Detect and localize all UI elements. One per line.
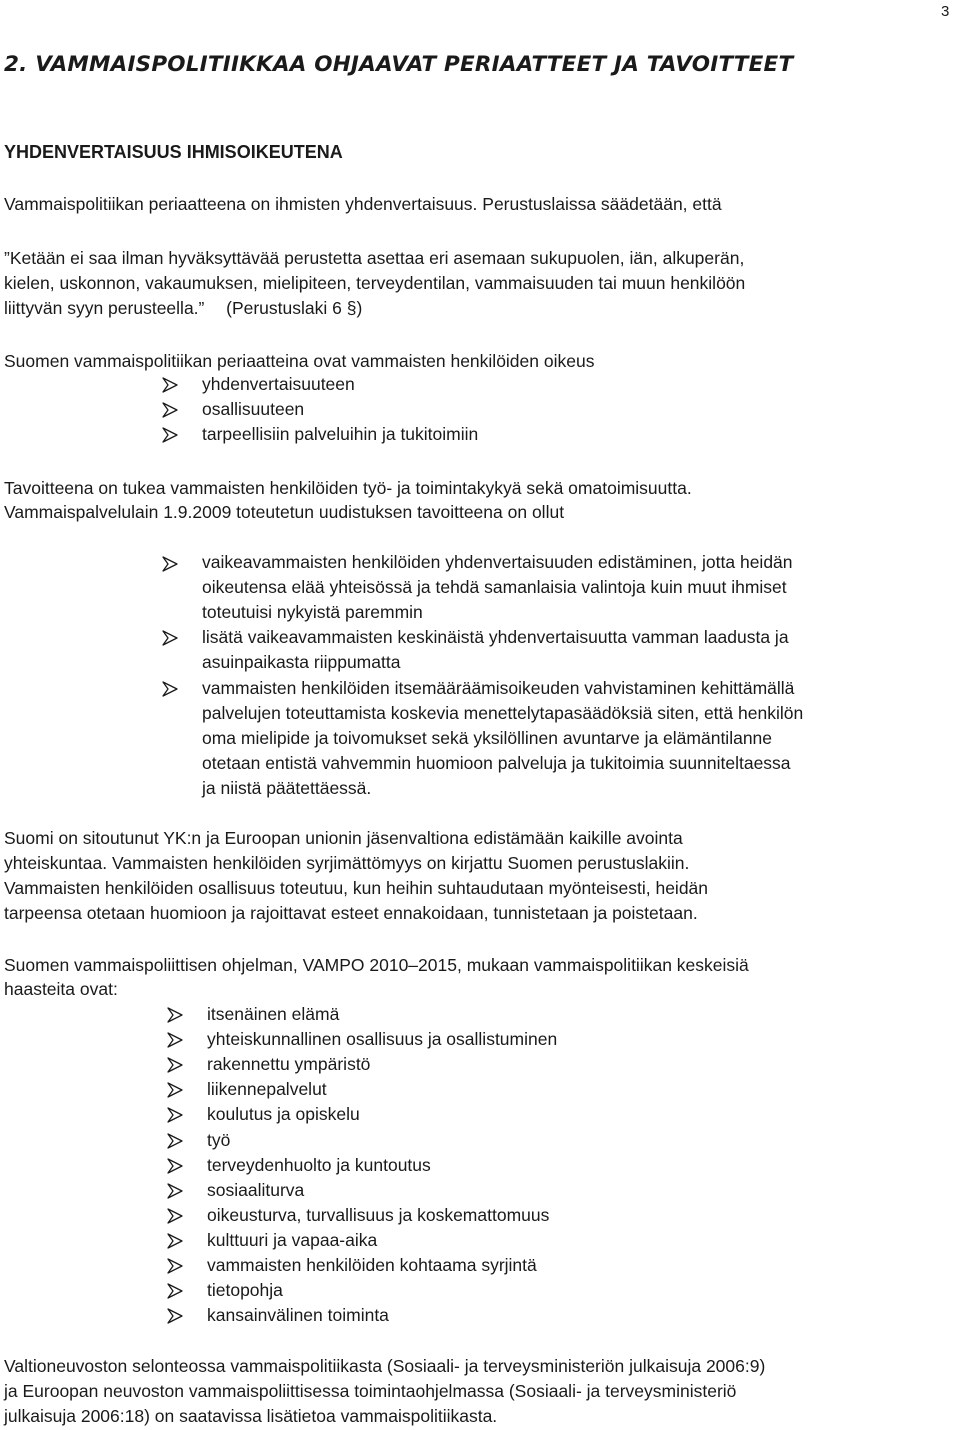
challenge-item: työ — [207, 1130, 231, 1150]
challenge-item: terveydenhuolto ja kuntoutus — [207, 1155, 431, 1175]
arrow-bullet-icon — [166, 1081, 184, 1099]
arrow-bullet-icon — [161, 376, 179, 394]
arrow-bullet-icon — [161, 680, 179, 698]
goal-line: Vammaispalvelulain 1.9.2009 toteutetun uudistuksen tavoitteena on ollut — [4, 502, 565, 522]
reform-goal-line: vaikeavammaisten henkilöiden yhdenvertaisuuden edistäminen, jotta heidän — [202, 552, 793, 572]
rights-intro: Suomen vammaispolitiikan periaatteina ovat vammaisten henkilöiden oikeus — [4, 351, 595, 371]
arrow-bullet-icon — [166, 1157, 184, 1175]
arrow-bullet-icon — [166, 1182, 184, 1200]
closing-line: julkaisuja 2006:18) on saatavissa lisätietoa vammaispolitiikasta. — [4, 1406, 498, 1426]
quote-source: (Perustuslaki 6 §) — [226, 298, 363, 318]
program-intro-line: Suomen vammaispoliittisen ohjelman, VAMPO 2010–2015, mukaan vammaispolitiikan keskeisiä — [4, 955, 749, 975]
quote-line: kielen, uskonnon, vakaumuksen, mielipiteen, terveydentilan, vammaisuuden tai muun henkilöön — [4, 273, 746, 293]
challenge-item: kansainvälinen toiminta — [207, 1305, 389, 1325]
arrow-bullet-icon — [166, 1257, 184, 1275]
arrow-bullet-icon — [161, 629, 179, 647]
arrow-bullet-icon — [166, 1031, 184, 1049]
reform-goal-line: oma mielipide ja toivomukset sekä yksilöllinen avuntarve ja elämäntilanne — [202, 728, 773, 748]
rights-item: yhdenvertaisuuteen — [202, 374, 355, 394]
section-heading: YHDENVERTAISUUS IHMISOIKEUTENA — [4, 142, 343, 162]
arrow-bullet-icon — [161, 401, 179, 419]
reform-goal-line: asuinpaikasta riippumatta — [202, 652, 401, 672]
challenge-item: vammaisten henkilöiden kohtaama syrjintä — [207, 1255, 537, 1275]
challenge-item: sosiaaliturva — [207, 1180, 305, 1200]
page-number: 3 — [941, 3, 950, 20]
reform-goal-line: lisätä vaikeavammaisten keskinäistä yhdenvertaisuutta vamman laadusta ja — [202, 627, 789, 647]
reform-goal-line: ja niistä päätettäessä. — [202, 778, 372, 798]
arrow-bullet-icon — [166, 1307, 184, 1325]
reform-goal-line: toteutuisi nykyistä paremmin — [202, 602, 423, 622]
quote-line: ”Ketään ei saa ilman hyväksyttävää perustetta asettaa eri asemaan sukupuolen, iän, alkuperän, — [4, 248, 745, 268]
reform-goal-line: otetaan entistä vahvemmin huomioon palveluja ja tukitoimia suunniteltaessa — [202, 753, 791, 773]
challenge-item: koulutus ja opiskelu — [207, 1104, 360, 1124]
arrow-bullet-icon — [161, 426, 179, 444]
closing-line: ja Euroopan neuvoston vammaispoliittisessa toimintaohjelmassa (Sosiaali- ja terveysministeriö — [4, 1381, 737, 1401]
arrow-bullet-icon — [166, 1207, 184, 1225]
reform-goal-line: oikeutensa elää yhteisössä ja tehdä samanlaisia valintoja kuin muut ihmiset — [202, 577, 787, 597]
arrow-bullet-icon — [166, 1282, 184, 1300]
challenge-item: itsenäinen elämä — [207, 1004, 340, 1024]
reform-goal-line: vammaisten henkilöiden itsemääräämisoikeuden vahvistaminen kehittämällä — [202, 678, 795, 698]
challenge-item: liikennepalvelut — [207, 1079, 327, 1099]
commitment-line: yhteiskuntaa. Vammaisten henkilöiden syrjimättömyys on kirjattu Suomen perustuslakiin. — [4, 853, 690, 873]
goal-line: Tavoitteena on tukea vammaisten henkilöiden työ- ja toimintakykyä sekä omatoimisuutta. — [4, 478, 692, 498]
rights-item: osallisuuteen — [202, 399, 305, 419]
rights-item: tarpeellisiin palveluihin ja tukitoimiin — [202, 424, 479, 444]
challenge-item: tietopohja — [207, 1280, 283, 1300]
quote-line — [4, 296, 362, 321]
program-intro-line: haasteita ovat: — [4, 979, 118, 999]
intro-paragraph: Vammaispolitiikan periaatteena on ihmisten yhdenvertaisuus. Perustuslaissa säädetään, että — [4, 194, 722, 214]
commitment-line: Vammaisten henkilöiden osallisuus toteutuu, kun heihin suhtaudutaan myönteisesti, heidän — [4, 878, 709, 898]
commitment-line: tarpeensa otetaan huomioon ja rajoittavat esteet ennakoidaan, tunnistetaan ja poistetaan. — [4, 903, 698, 923]
quote-text: liittyvän syyn perusteella.” — [4, 298, 205, 318]
reform-goal-line: palvelujen toteuttamista koskevia menettelytapasäädöksiä siten, että henkilön — [202, 703, 804, 723]
closing-line: Valtioneuvoston selonteossa vammaispolitiikasta (Sosiaali- ja terveysministeriön julkaisuja 2006:9) — [4, 1356, 766, 1376]
challenge-item: rakennettu ympäristö — [207, 1054, 371, 1074]
challenge-item: yhteiskunnallinen osallisuus ja osallistuminen — [207, 1029, 558, 1049]
arrow-bullet-icon — [161, 555, 179, 573]
arrow-bullet-icon — [166, 1106, 184, 1124]
arrow-bullet-icon — [166, 1232, 184, 1250]
arrow-bullet-icon — [166, 1132, 184, 1150]
commitment-line: Suomi on sitoutunut YK:n ja Euroopan unionin jäsenvaltiona edistämään kaikille avointa — [4, 828, 683, 848]
challenge-item: kulttuuri ja vapaa-aika — [207, 1230, 378, 1250]
arrow-bullet-icon — [166, 1006, 184, 1024]
chapter-title: 2. VAMMAISPOLITIIKKAA OHJAAVAT PERIAATTEET JA TAVOITTEET — [4, 52, 794, 77]
challenge-item: oikeusturva, turvallisuus ja koskemattomuus — [207, 1205, 550, 1225]
arrow-bullet-icon — [166, 1056, 184, 1074]
